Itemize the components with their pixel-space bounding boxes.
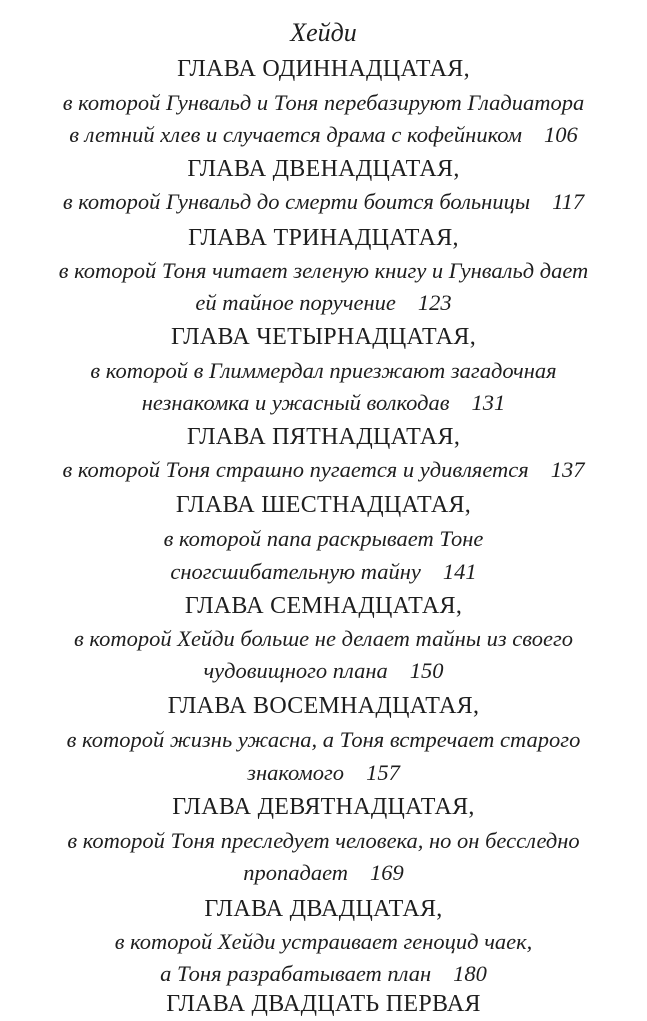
chapter-desc-text: в летний хлев и случается драма с кофейником bbox=[69, 122, 523, 147]
chapter-title-18 bbox=[0, 689, 647, 723]
chapter-title-text: ГЛАВА ЧЕТЫРНАДЦАТАЯ, bbox=[170, 324, 477, 350]
chapter-desc-text: в которой папа раскрывает Тоне bbox=[163, 526, 484, 551]
chapter-title-text: ГЛАВА ТРИНАДЦАТАЯ, bbox=[188, 225, 459, 251]
chapter-desc-text: пропадает bbox=[243, 860, 349, 885]
page-number: 157 bbox=[366, 760, 400, 785]
chapter-desc-text: знакомого bbox=[247, 760, 345, 785]
chapter-title-19 bbox=[0, 790, 647, 824]
chapter-desc-text: в которой в Глиммердал приезжают загадочная bbox=[90, 358, 557, 383]
page-number: 137 bbox=[550, 457, 585, 482]
chapter-desc-text: ей тайное поручение bbox=[195, 290, 396, 315]
chapter-desc-text: в которой Хейди больше не делает тайны из своего bbox=[74, 626, 573, 651]
chapter-desc-text: в которой Хейди устраивает геноцид чаек, bbox=[114, 929, 533, 954]
chapter-title-text: ГЛАВА ШЕСТНАДЦАТАЯ, bbox=[175, 492, 472, 518]
chapter-title-text: ГЛАВА ПЯТНАДЦАТАЯ, bbox=[186, 424, 461, 450]
page-heading bbox=[0, 16, 647, 50]
chapter-desc-text: в которой Тоня страшно пугается и удивляется bbox=[62, 457, 529, 482]
chapter-desc-20-line1 bbox=[0, 925, 647, 959]
chapter-title-text: ГЛАВА ДВЕНАДЦАТАЯ, bbox=[187, 156, 460, 182]
chapter-title-14 bbox=[0, 320, 647, 354]
page-number: 141 bbox=[442, 559, 477, 584]
chapter-title-text: ГЛАВА ОДИННАДЦАТАЯ, bbox=[177, 56, 470, 82]
chapter-desc-text: чудовищного плана bbox=[203, 658, 388, 683]
page-number: 150 bbox=[409, 658, 444, 683]
chapter-desc-16-line2 bbox=[0, 555, 647, 589]
page-heading-text: Хейди bbox=[290, 18, 357, 47]
chapter-desc-19-line2 bbox=[0, 856, 647, 890]
chapter-desc-12-line1 bbox=[0, 185, 647, 219]
page-number: 117 bbox=[552, 189, 585, 214]
chapter-desc-text: а Тоня разрабатывает план bbox=[160, 961, 432, 986]
chapter-title-text: ГЛАВА ДЕВЯТНАДЦАТАЯ, bbox=[172, 794, 475, 820]
chapter-title-text: ГЛАВА СЕМНАДЦАТАЯ, bbox=[184, 593, 463, 619]
chapter-desc-20-line2 bbox=[0, 957, 647, 991]
page-number: 169 bbox=[370, 860, 404, 885]
chapter-desc-text: в которой Тоня преследует человека, но он бесследно bbox=[67, 828, 580, 853]
chapter-title-17 bbox=[0, 589, 647, 623]
chapter-desc-text: незнакомка и ужасный волкодав bbox=[141, 390, 450, 415]
chapter-desc-text: в которой Гунвальд до смерти боится больницы bbox=[62, 189, 531, 214]
chapter-desc-17-line1 bbox=[0, 622, 647, 656]
chapter-desc-18-line1 bbox=[0, 723, 647, 757]
chapter-title-11 bbox=[0, 52, 647, 86]
chapter-desc-15-line1 bbox=[0, 453, 647, 487]
page-number: 106 bbox=[544, 122, 578, 147]
chapter-title-21-partial bbox=[0, 987, 647, 1021]
chapter-desc-17-line2 bbox=[0, 654, 647, 688]
chapter-desc-text: в которой жизнь ужасна, а Тоня встречает старого bbox=[66, 727, 581, 752]
chapter-title-12 bbox=[0, 152, 647, 186]
chapter-title-text: ГЛАВА ВОСЕМНАДЦАТАЯ, bbox=[167, 693, 480, 719]
chapter-desc-11-line2 bbox=[0, 118, 647, 152]
chapter-desc-14-line2 bbox=[0, 386, 647, 420]
page-number: 180 bbox=[453, 961, 487, 986]
page-number: 123 bbox=[417, 290, 452, 315]
chapter-desc-text: сногсшибательную тайну bbox=[170, 559, 421, 584]
chapter-title-13 bbox=[0, 221, 647, 255]
chapter-desc-19-line1 bbox=[0, 824, 647, 858]
chapter-title-15 bbox=[0, 420, 647, 454]
chapter-desc-14-line1 bbox=[0, 354, 647, 388]
chapter-title-text: ГЛАВА ДВАДЦАТЬ ПЕРВАЯ bbox=[166, 991, 481, 1017]
chapter-desc-16-line1 bbox=[0, 522, 647, 556]
page-number: 131 bbox=[471, 390, 506, 415]
chapter-desc-13-line1 bbox=[0, 254, 647, 288]
chapter-desc-text: в которой Гунвальд и Тоня перебазируют Гладиатора bbox=[62, 90, 585, 115]
chapter-desc-13-line2 bbox=[0, 286, 647, 320]
chapter-desc-11-line1 bbox=[0, 86, 647, 120]
chapter-desc-text: в которой Тоня читает зеленую книгу и Гунвальд дает bbox=[58, 258, 589, 283]
chapter-title-16 bbox=[0, 488, 647, 522]
chapter-title-text: ГЛАВА ДВАДЦАТАЯ, bbox=[204, 896, 443, 922]
chapter-title-20 bbox=[0, 892, 647, 926]
chapter-desc-18-line2 bbox=[0, 756, 647, 790]
